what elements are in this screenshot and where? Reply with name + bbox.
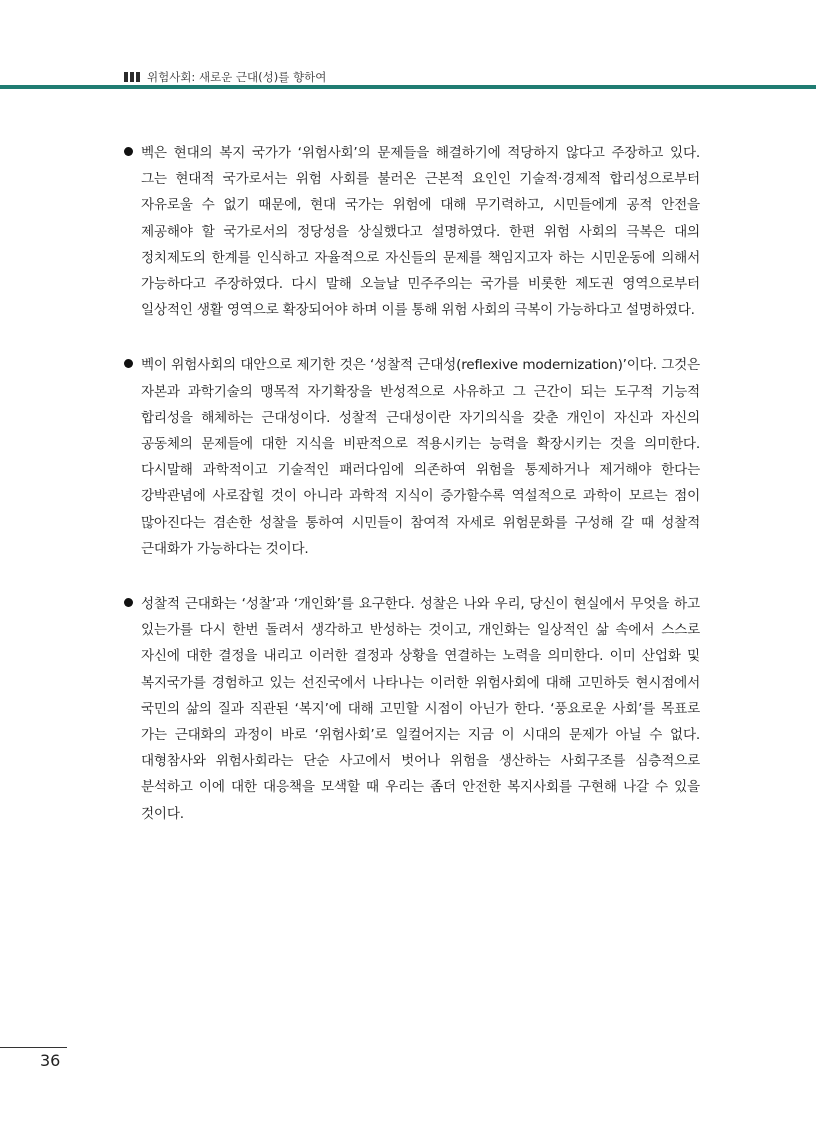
paragraph-text: 벡이 위험사회의 대안으로 제기한 것은 ‘성찰적 근대성(reflexive modernization)’이다. 그것은 자본과 과학기술의 맹목적 자기확장을 반성적으로 사유하고 그 근간이 되는 도구적 기능적 합리성을 해체하는 근대성이다. 성찰적 근대성이란 자기의식을 갖춘 개인이 자신과 자신의 공동체의 문제들에 대한 지식을 비판적으로 적용시키는 능력을 확장시키는 것을 의미한다. 다시말해 과학적이고 기술적인 패러다임에 의존하여 위험을 통제하거나 제거해야 한다는 강박관념에 사로잡힐 것이 아니라 과학적 지식이 증가할수록 역설적으로 과학이 모르는 점이 많아진다는 겸손한 성찰을 통하여 시민들이 참여적 자세로 위험문화를 구성해 갈 때 성찰적 근대화가 가능하다는 것이다. [141, 357, 700, 557]
paragraph-text: 벡은 현대의 복지 국가가 ‘위험사회’의 문제들을 해결하기에 적당하지 않다고 주장하고 있다. 그는 현대적 국가로서는 위험 사회를 불러온 근본적 요인인 기술적·경제적 합리성으로부터 자유로울 수 없기 때문에, 현대 국가는 위험에 대해 무기력하고, 시민들에게 공적 안전을 제공해야 할 국가로서의 정당성을 상실했다고 설명하였다. 한편 위험 사회의 극복은 대의 정치제도의 한계를 인식하고 자율적으로 자신들의 문제를 책임지고자 하는 시민운동에 의해서 가능하다고 주장하였다. 다시 말해 오늘날 민주주의는 국가를 비롯한 제도권 영역으로부터 일상적인 생활 영역으로 확장되어야 하며 이를 통해 위험 사회의 극복이 가능하다고 설명하였다. [141, 145, 700, 319]
bullet-paragraph-2 [124, 352, 700, 562]
header-title: 위험사회: 새로운 근대(성)를 향하여 [147, 70, 327, 84]
bullet-icon [124, 147, 133, 156]
bullet-icon [124, 359, 133, 368]
header-rule [0, 85, 816, 89]
bullet-paragraph-3 [124, 591, 700, 827]
running-header [0, 0, 816, 92]
footer-rule [0, 1047, 67, 1048]
bullet-icon [124, 598, 133, 607]
bullet-paragraph-1 [124, 140, 700, 323]
header-bar-marks-icon [124, 72, 140, 82]
body-content [124, 140, 700, 856]
page-number: 36 [40, 1051, 61, 1070]
paragraph-text: 성찰적 근대화는 ‘성찰’과 ‘개인화’를 요구한다. 성찰은 나와 우리, 당신이 현실에서 무엇을 하고 있는가를 다시 한번 돌려서 생각하고 반성하는 것이고, 개인화는 일상적인 삶 속에서 스스로 자신에 대한 결정을 내리고 이러한 결정과 상황을 연결하는 노력을 의미한다. 이미 산업화 및 복지국가를 경험하고 있는 선진국에서 나타나는 이러한 위험사회에 대해 고민하듯 현시점에서 국민의 삶의 질과 직관된 ‘복지’에 대해 고민할 시점이 아닌가 한다. ‘풍요로운 사회’를 목표로 가는 근대화의 과정이 바로 ‘위험사회’로 일컬어지는 지금 이 시대의 문제가 아닐 수 없다. 대형참사와 위험사회라는 단순 사고에서 벗어나 위험을 생산하는 사회구조를 심층적으로 분석하고 이에 대한 대응책을 모색할 때 우리는 좀더 안전한 복지사회를 구현해 나갈 수 있을 것이다. [141, 596, 700, 822]
